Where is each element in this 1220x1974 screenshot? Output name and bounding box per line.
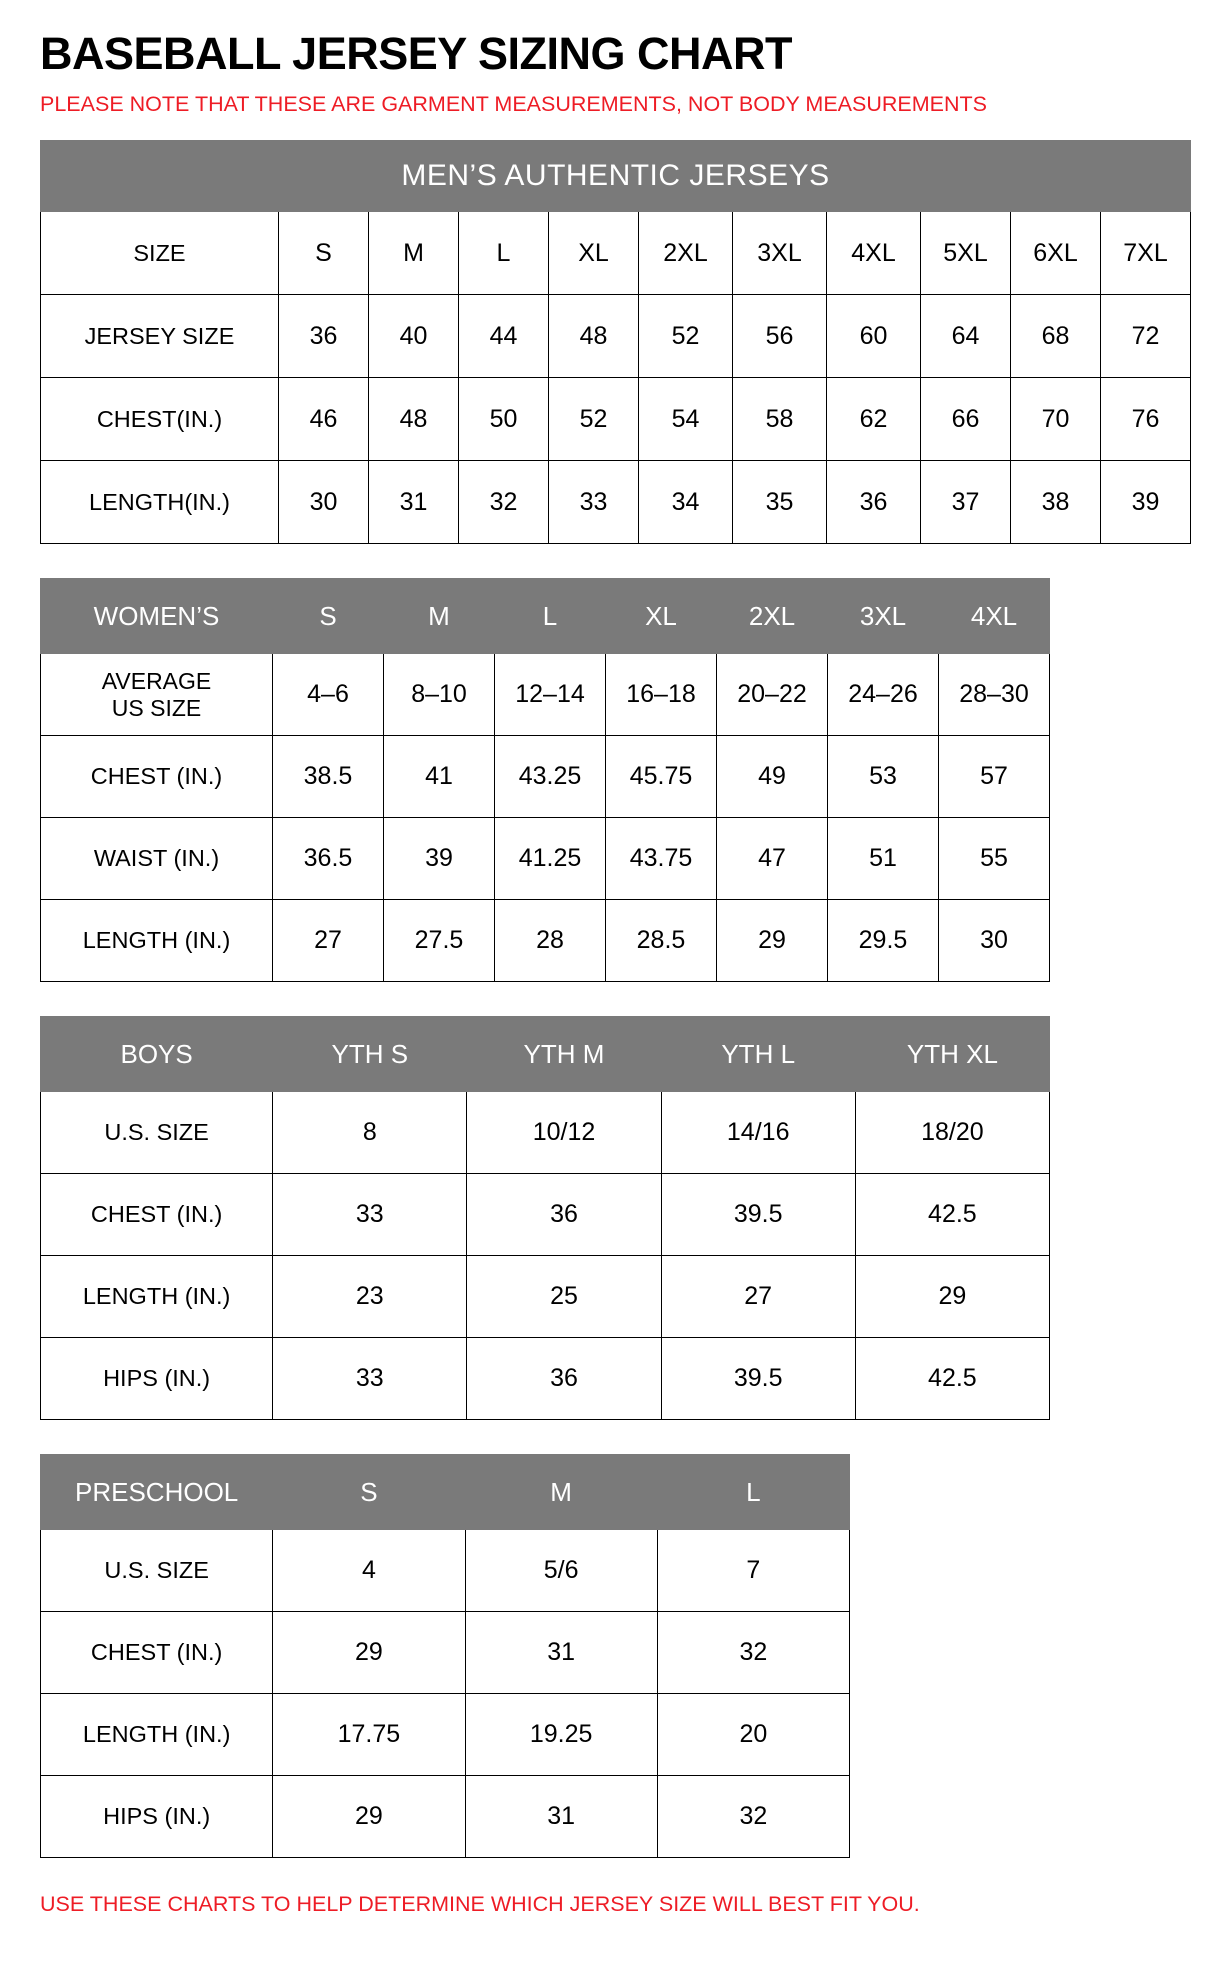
table-row	[41, 1694, 850, 1776]
table-cell: 54	[639, 378, 733, 461]
table-row	[41, 654, 1050, 736]
table-cell: 36	[279, 295, 369, 378]
table-cell: 4–6	[273, 654, 384, 736]
table-cell: 46	[279, 378, 369, 461]
womens-size-s: S	[273, 579, 384, 654]
table-cell: 37	[921, 461, 1011, 544]
table-cell: 36	[467, 1174, 661, 1256]
table-cell: 33	[273, 1338, 467, 1420]
table-row	[41, 1455, 850, 1530]
table-cell: 76	[1101, 378, 1191, 461]
womens-header-label: WOMEN’S	[41, 579, 273, 654]
mens-size-5xl: 5XL	[921, 212, 1011, 295]
boys-row-label: U.S. SIZE	[41, 1092, 273, 1174]
table-cell: 33	[549, 461, 639, 544]
womens-size-xl: XL	[606, 579, 717, 654]
preschool-size-m: M	[465, 1455, 657, 1530]
table-cell: 43.75	[606, 818, 717, 900]
table-cell: 5/6	[465, 1530, 657, 1612]
table-cell: 49	[717, 736, 828, 818]
boys-sizing-table	[40, 1016, 1050, 1420]
table-cell: 20	[657, 1694, 849, 1776]
mens-size-7xl: 7XL	[1101, 212, 1191, 295]
table-cell: 30	[279, 461, 369, 544]
boys-size-yth-m: YTH M	[467, 1017, 661, 1092]
table-cell: 64	[921, 295, 1011, 378]
table-cell: 39	[1101, 461, 1191, 544]
table-cell: 42.5	[855, 1338, 1049, 1420]
table-cell: 57	[939, 736, 1050, 818]
boys-header-label: BOYS	[41, 1017, 273, 1092]
table-cell: 31	[369, 461, 459, 544]
womens-row-label	[41, 654, 273, 736]
table-cell: 42.5	[855, 1174, 1049, 1256]
table-row	[41, 295, 1191, 378]
table-cell: 16–18	[606, 654, 717, 736]
table-cell: 48	[369, 378, 459, 461]
table-cell: 4	[273, 1530, 465, 1612]
table-cell: 44	[459, 295, 549, 378]
table-cell: 55	[939, 818, 1050, 900]
table-row	[41, 1174, 1050, 1256]
table-row	[41, 1612, 850, 1694]
table-cell: 38.5	[273, 736, 384, 818]
boys-row-label: LENGTH (IN.)	[41, 1256, 273, 1338]
mens-band-title: MEN’S AUTHENTIC JERSEYS	[41, 141, 1191, 212]
table-cell: 28–30	[939, 654, 1050, 736]
table-cell: 12–14	[495, 654, 606, 736]
table-cell: 10/12	[467, 1092, 661, 1174]
table-cell: 62	[827, 378, 921, 461]
mens-row-label: CHEST(IN.)	[41, 378, 279, 461]
table-cell: 29	[855, 1256, 1049, 1338]
table-cell: 24–26	[828, 654, 939, 736]
table-cell: 45.75	[606, 736, 717, 818]
table-cell: 8–10	[384, 654, 495, 736]
table-cell: 33	[273, 1174, 467, 1256]
table-cell: 18/20	[855, 1092, 1049, 1174]
table-cell: 32	[657, 1612, 849, 1694]
table-row	[41, 736, 1050, 818]
table-cell: 27	[273, 900, 384, 982]
table-cell: 28.5	[606, 900, 717, 982]
table-cell: 41	[384, 736, 495, 818]
boys-size-yth-xl: YTH XL	[855, 1017, 1049, 1092]
table-cell: 70	[1011, 378, 1101, 461]
table-cell: 30	[939, 900, 1050, 982]
garment-measurement-note: PLEASE NOTE THAT THESE ARE GARMENT MEASUREMENTS, NOT BODY MEASUREMENTS	[40, 92, 987, 117]
mens-row-label: JERSEY SIZE	[41, 295, 279, 378]
table-cell: 66	[921, 378, 1011, 461]
mens-size-xl: XL	[549, 212, 639, 295]
table-cell: 38	[1011, 461, 1101, 544]
boys-row-label: HIPS (IN.)	[41, 1338, 273, 1420]
table-cell: 8	[273, 1092, 467, 1174]
table-cell: 31	[465, 1776, 657, 1858]
table-cell: 41.25	[495, 818, 606, 900]
mens-size-s: S	[279, 212, 369, 295]
preschool-size-s: S	[273, 1455, 465, 1530]
table-cell: 31	[465, 1612, 657, 1694]
mens-size-6xl: 6XL	[1011, 212, 1101, 295]
boys-size-yth-s: YTH S	[273, 1017, 467, 1092]
table-cell: 68	[1011, 295, 1101, 378]
table-cell: 32	[657, 1776, 849, 1858]
preschool-header-label: PRESCHOOL	[41, 1455, 273, 1530]
table-cell: 58	[733, 378, 827, 461]
preschool-sizing-table	[40, 1454, 850, 1858]
preschool-row-label: U.S. SIZE	[41, 1530, 273, 1612]
womens-size-l: L	[495, 579, 606, 654]
table-cell: 53	[828, 736, 939, 818]
table-row	[41, 378, 1191, 461]
table-cell: 25	[467, 1256, 661, 1338]
table-cell: 40	[369, 295, 459, 378]
table-cell: 39.5	[661, 1174, 855, 1256]
table-cell: 29	[273, 1612, 465, 1694]
womens-size-4xl: 4XL	[939, 579, 1050, 654]
table-cell: 39.5	[661, 1338, 855, 1420]
mens-size-4xl: 4XL	[827, 212, 921, 295]
womens-row-label-line1: AVERAGE	[101, 668, 212, 695]
table-cell: 35	[733, 461, 827, 544]
womens-row-label-line2: US SIZE	[111, 694, 202, 721]
table-row	[41, 461, 1191, 544]
preschool-row-label: HIPS (IN.)	[41, 1776, 273, 1858]
table-cell: 27	[661, 1256, 855, 1338]
mens-size-2xl: 2XL	[639, 212, 733, 295]
table-cell: 19.25	[465, 1694, 657, 1776]
womens-row-label: CHEST (IN.)	[41, 736, 273, 818]
footer-note: USE THESE CHARTS TO HELP DETERMINE WHICH JERSEY SIZE WILL BEST FIT YOU.	[40, 1892, 920, 1917]
table-cell: 36.5	[273, 818, 384, 900]
table-cell: 47	[717, 818, 828, 900]
mens-sizing-table	[40, 140, 1191, 544]
table-row	[41, 1776, 850, 1858]
preschool-size-l: L	[657, 1455, 849, 1530]
table-row	[41, 818, 1050, 900]
table-cell: 39	[384, 818, 495, 900]
table-cell: 32	[459, 461, 549, 544]
mens-size-3xl: 3XL	[733, 212, 827, 295]
table-row	[41, 1338, 1050, 1420]
table-cell: 34	[639, 461, 733, 544]
mens-size-label: SIZE	[41, 212, 279, 295]
preschool-row-label: CHEST (IN.)	[41, 1612, 273, 1694]
boys-row-label: CHEST (IN.)	[41, 1174, 273, 1256]
page-title: BASEBALL JERSEY SIZING CHART	[40, 28, 792, 79]
table-row	[41, 212, 1191, 295]
table-row	[41, 1017, 1050, 1092]
womens-size-m: M	[384, 579, 495, 654]
table-cell: 43.25	[495, 736, 606, 818]
table-cell: 20–22	[717, 654, 828, 736]
table-cell: 36	[827, 461, 921, 544]
table-cell: 72	[1101, 295, 1191, 378]
table-cell: 29	[717, 900, 828, 982]
boys-size-yth-l: YTH L	[661, 1017, 855, 1092]
table-cell: 50	[459, 378, 549, 461]
womens-size-3xl: 3XL	[828, 579, 939, 654]
womens-sizing-table	[40, 578, 1050, 982]
table-cell: 51	[828, 818, 939, 900]
table-cell: 56	[733, 295, 827, 378]
mens-size-m: M	[369, 212, 459, 295]
table-row	[41, 900, 1050, 982]
table-row	[41, 141, 1191, 212]
table-cell: 48	[549, 295, 639, 378]
table-row	[41, 1530, 850, 1612]
table-cell: 14/16	[661, 1092, 855, 1174]
preschool-row-label: LENGTH (IN.)	[41, 1694, 273, 1776]
table-row	[41, 579, 1050, 654]
table-cell: 52	[639, 295, 733, 378]
table-cell: 23	[273, 1256, 467, 1338]
womens-size-2xl: 2XL	[717, 579, 828, 654]
womens-row-label: LENGTH (IN.)	[41, 900, 273, 982]
table-cell: 29.5	[828, 900, 939, 982]
table-cell: 36	[467, 1338, 661, 1420]
mens-size-l: L	[459, 212, 549, 295]
table-cell: 29	[273, 1776, 465, 1858]
womens-row-label: WAIST (IN.)	[41, 818, 273, 900]
table-row	[41, 1256, 1050, 1338]
mens-row-label: LENGTH(IN.)	[41, 461, 279, 544]
table-cell: 60	[827, 295, 921, 378]
table-cell: 7	[657, 1530, 849, 1612]
table-cell: 27.5	[384, 900, 495, 982]
table-cell: 28	[495, 900, 606, 982]
table-cell: 17.75	[273, 1694, 465, 1776]
table-row	[41, 1092, 1050, 1174]
table-cell: 52	[549, 378, 639, 461]
